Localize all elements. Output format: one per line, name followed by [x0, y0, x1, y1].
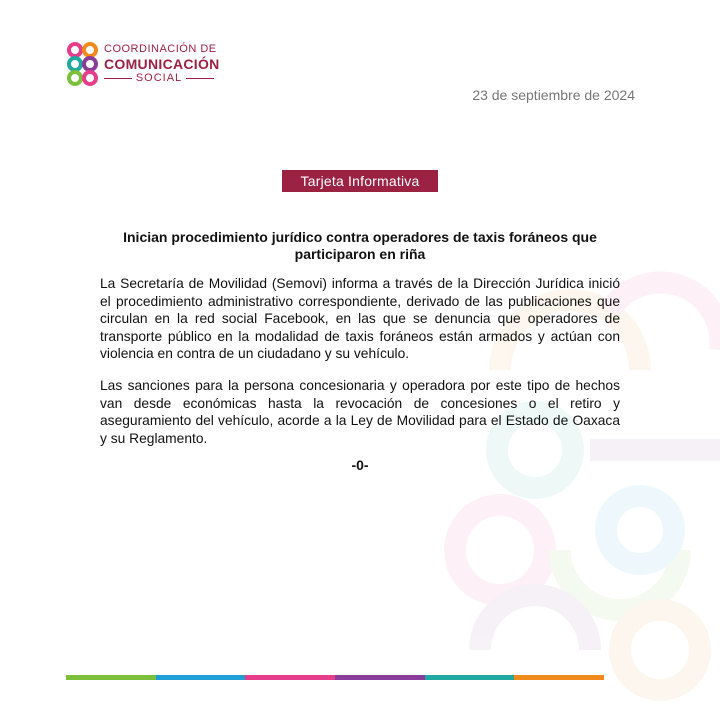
- footer-bar-segment: [335, 675, 425, 680]
- footer-bar-segment: [514, 675, 604, 680]
- logo-knot-icon: [66, 40, 100, 88]
- footer-bar-segment: [66, 675, 156, 680]
- logo-wordmark: [104, 43, 228, 85]
- footer-bar-segment: [156, 675, 246, 680]
- footer-bar-segment: [425, 675, 515, 680]
- footer-color-bar: [66, 675, 604, 680]
- article-title: Inician procedimiento jurídico contra operadores de taxis foráneos que participaron en riña: [123, 229, 597, 262]
- document-date: 23 de septiembre de 2024: [472, 87, 635, 103]
- coordinacion-logo: [66, 40, 226, 88]
- footer-bar-segment: [245, 675, 335, 680]
- logo-line-comunicacion: COMUNICACIÓN: [104, 56, 220, 72]
- article-paragraph-1: La Secretaría de Movilidad (Semovi) informa a través de la Dirección Jurídica inició el procedimiento administrativo correspondiente, derivado de las publicaciones que circulan en la red social Facebook, en las que se denuncia que operadores de transporte público en la modalidad de taxis foráneos están armados y actúan con violencia en contra de un ciudadano y su vehículo.: [100, 276, 620, 362]
- logo-line-social: SOCIAL: [104, 72, 214, 85]
- article-paragraph-2: Las sanciones para la persona concesionaria y operadora por este tipo de hechos van desde económicas hasta la revocación de concesiones o el retiro y aseguramiento del vehículo, acorde a la Ley de Movilidad para el Estado de Oaxaca y su Reglamento.: [100, 378, 620, 446]
- closing-mark: -0-: [351, 457, 369, 473]
- document-type-badge: Tarjeta Informativa: [282, 170, 438, 192]
- logo-line-coordinacion: COORDINACIÓN DE: [104, 43, 217, 55]
